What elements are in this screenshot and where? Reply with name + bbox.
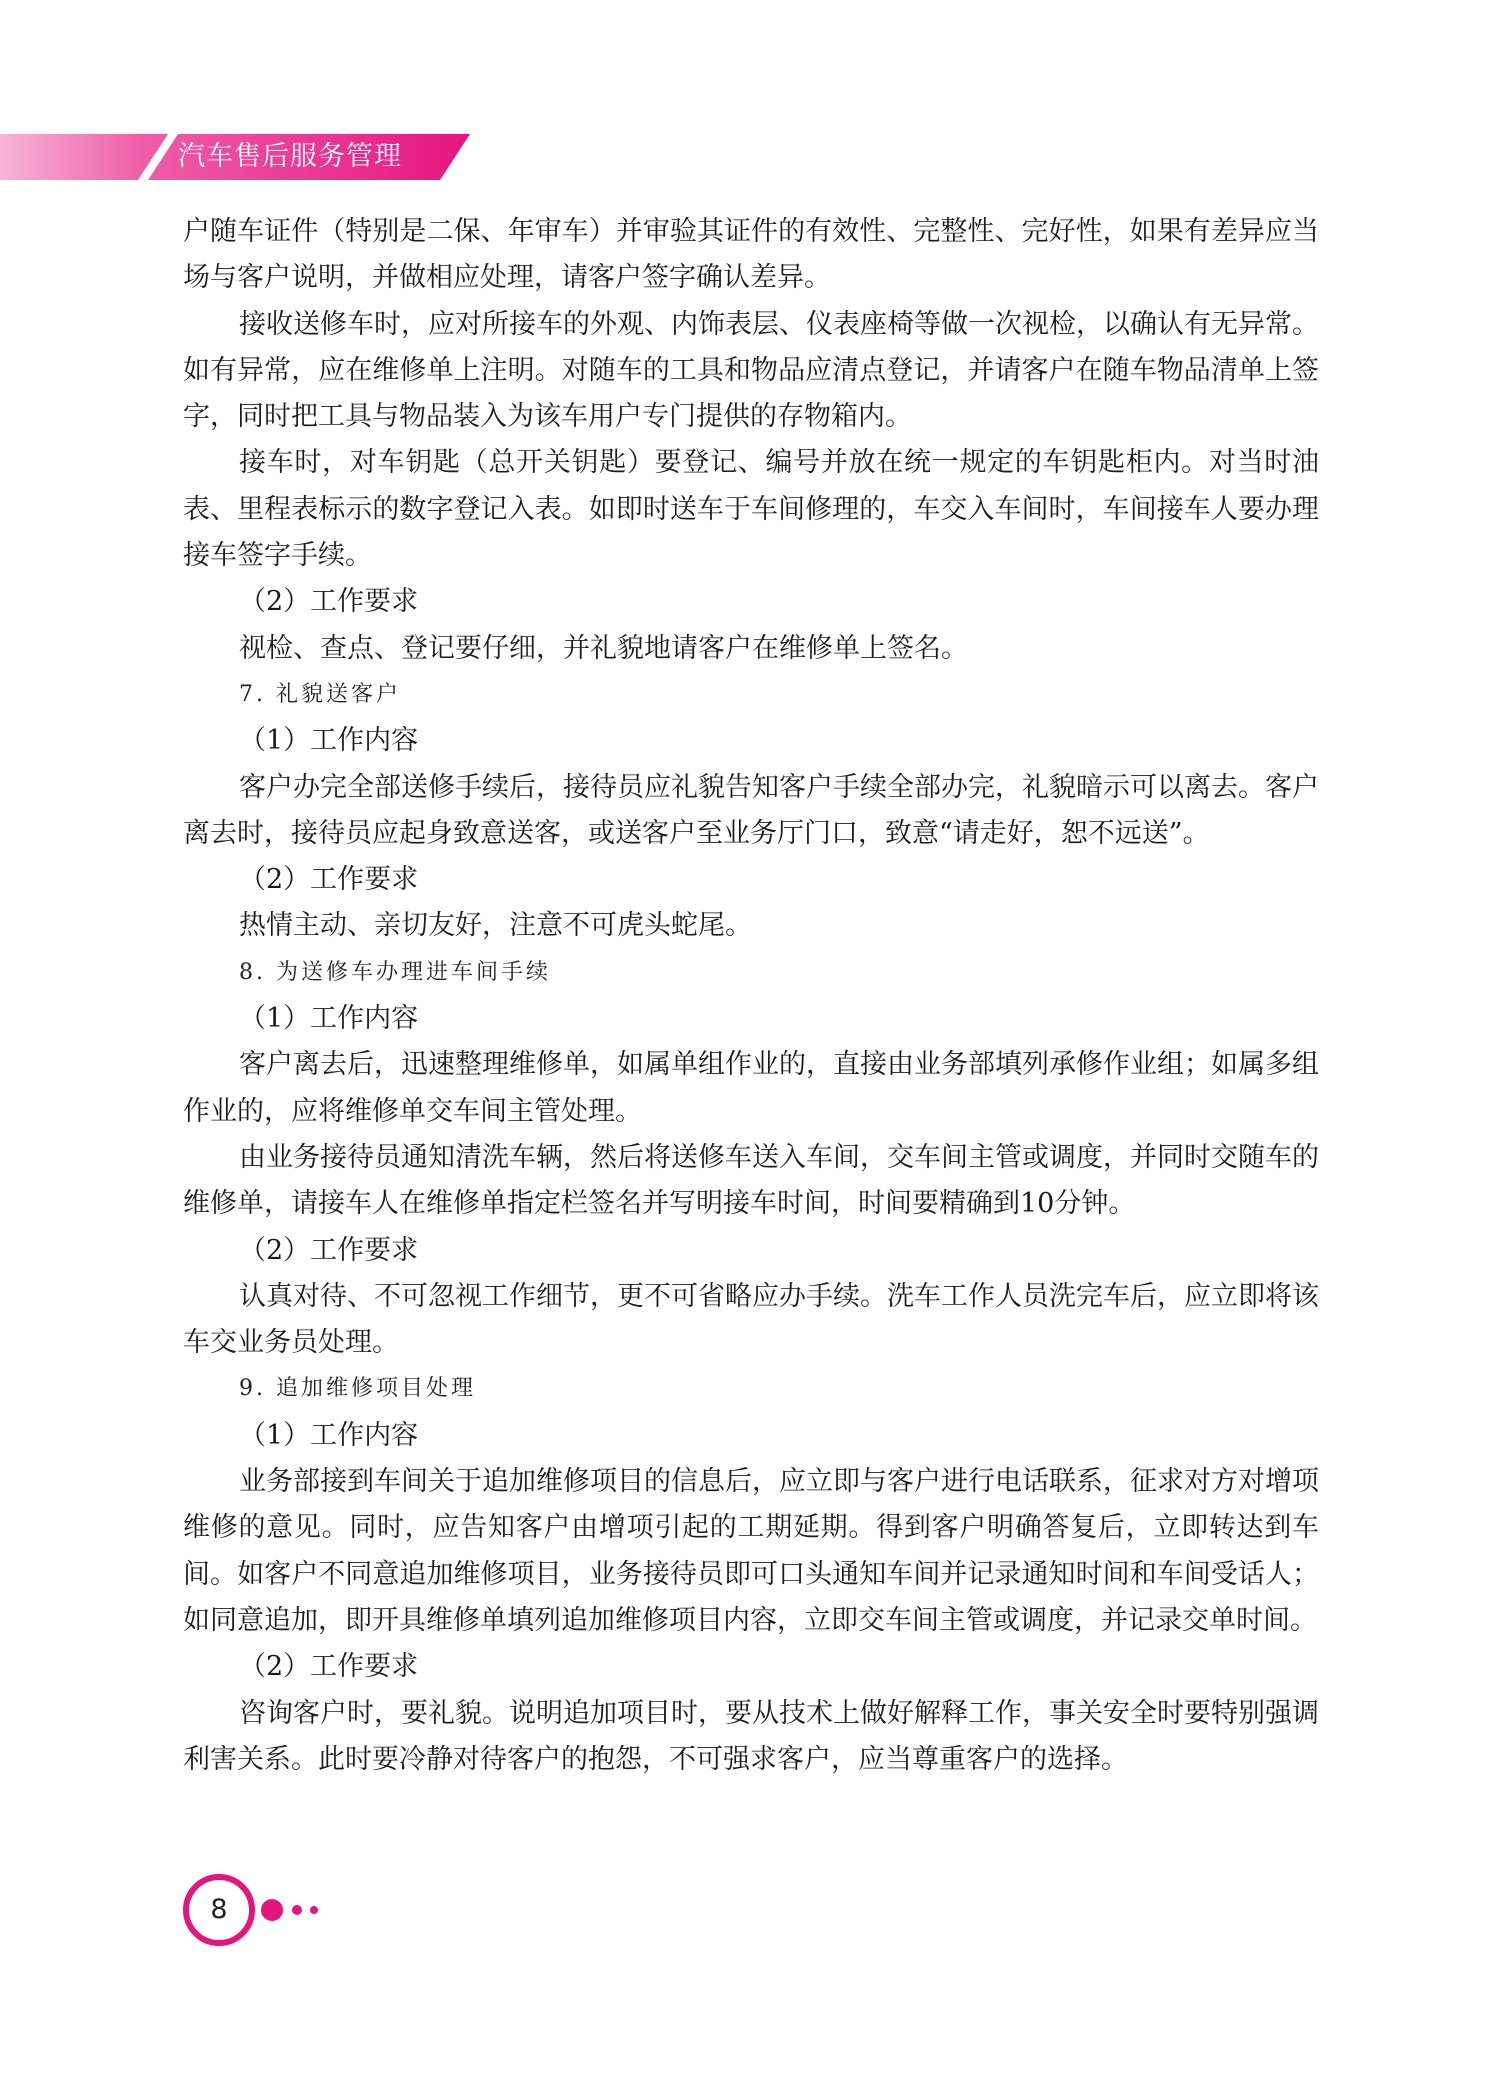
decor-dot-small <box>310 1906 318 1914</box>
subsection-label: （2）工作要求 <box>239 1651 419 1683</box>
section-heading: 8. 为送修车办理进车间手续 <box>239 959 551 985</box>
section-heading: 7. 礼貌送客户 <box>239 681 401 707</box>
body-paragraph: 客户离去后，迅速整理维修单，如属单组作业的，直接由业务部填列承修作业组；如属多组作业的，应将维修单交车间主管处理。 <box>183 1049 1319 1127</box>
body-paragraph: 接车时，对车钥匙（总开关钥匙）要登记、编号并放在统一规定的车钥匙柜内。对当时油表、里程表标示的数字登记入表。如即时送车于车间修理的，车交入车间时，车间接车人要办理接车签字手续。 <box>183 447 1319 572</box>
subsection-label: （2）工作要求 <box>239 586 419 618</box>
page-body <box>183 209 1319 1783</box>
body-paragraph: 由业务接待员通知清洗车辆，然后将送修车送入车间，交车间主管或调度，并同时交随车的维修单，请接车人在维修单指定栏签名并写明接车时间，时间要精确到10分钟。 <box>183 1141 1319 1220</box>
subsection-label: （1）工作内容 <box>239 725 419 757</box>
subsection-label: （2）工作要求 <box>239 864 419 896</box>
page-footer <box>183 1874 383 1948</box>
page-number: 8 <box>210 1894 228 1925</box>
section-heading: 9. 追加维修项目处理 <box>239 1376 476 1402</box>
body-paragraph: 客户办完全部送修手续后，接待员应礼貌告知客户手续全部办完，礼貌暗示可以离去。客户离去时，接待员应起身致意送客，或送客户至业务厅门口，致意“请走好，恕不远送”。 <box>183 771 1319 849</box>
decor-dot-large <box>261 1899 283 1921</box>
body-paragraph: 业务部接到车间关于追加维修项目的信息后，应立即与客户进行电话联系，征求对方对增项维修的意见。同时，应告知客户由增项引起的工期延期。得到客户明确答复后，立即转达到车间。如客户不同意追加维修项目，业务接待员即可口头通知车间并记录通知时间和车间受话人；如同意追加，即开具维修单填列追加维修项目内容，立即交车间主管或调度，并记录交单时间。 <box>183 1466 1319 1636</box>
subsection-label: （1）工作内容 <box>239 1003 419 1035</box>
body-paragraph: 接收送修车时，应对所接车的外观、内饰表层、仪表座椅等做一次视检，以确认有无异常。如有异常，应在维修单上注明。对随车的工具和物品应清点登记，并请客户在随车物品清单上签字，同时把工具与物品装入为该车用户专门提供的存物箱内。 <box>183 308 1319 433</box>
continued-paragraph: 户随车证件（特别是二保、年审车）并审验其证件的有效性、完整性、完好性，如果有差异应当场与客户说明，并做相应处理，请客户签字确认差异。 <box>183 216 1319 294</box>
body-paragraph: 视检、查点、登记要仔细，并礼貌地请客户在维修单上签名。 <box>239 632 968 664</box>
decor-dot-medium <box>292 1905 302 1915</box>
body-paragraph: 认真对待、不可忽视工作细节，更不可省略应办手续。洗车工作人员洗完车后，应立即将该车交业务员处理。 <box>183 1280 1319 1359</box>
subsection-label: （1）工作内容 <box>239 1419 419 1451</box>
running-header-title: 汽车售后服务管理 <box>178 141 402 172</box>
body-paragraph: 热情主动、亲切友好，注意不可虎头蛇尾。 <box>239 910 752 942</box>
body-paragraph: 咨询客户时，要礼貌。说明追加项目时，要从技术上做好解释工作，事关安全时要特别强调利害关系。此时要冷静对待客户的抱怨，不可强求客户，应当尊重客户的选择。 <box>183 1697 1319 1775</box>
subsection-label: （2）工作要求 <box>239 1234 419 1266</box>
